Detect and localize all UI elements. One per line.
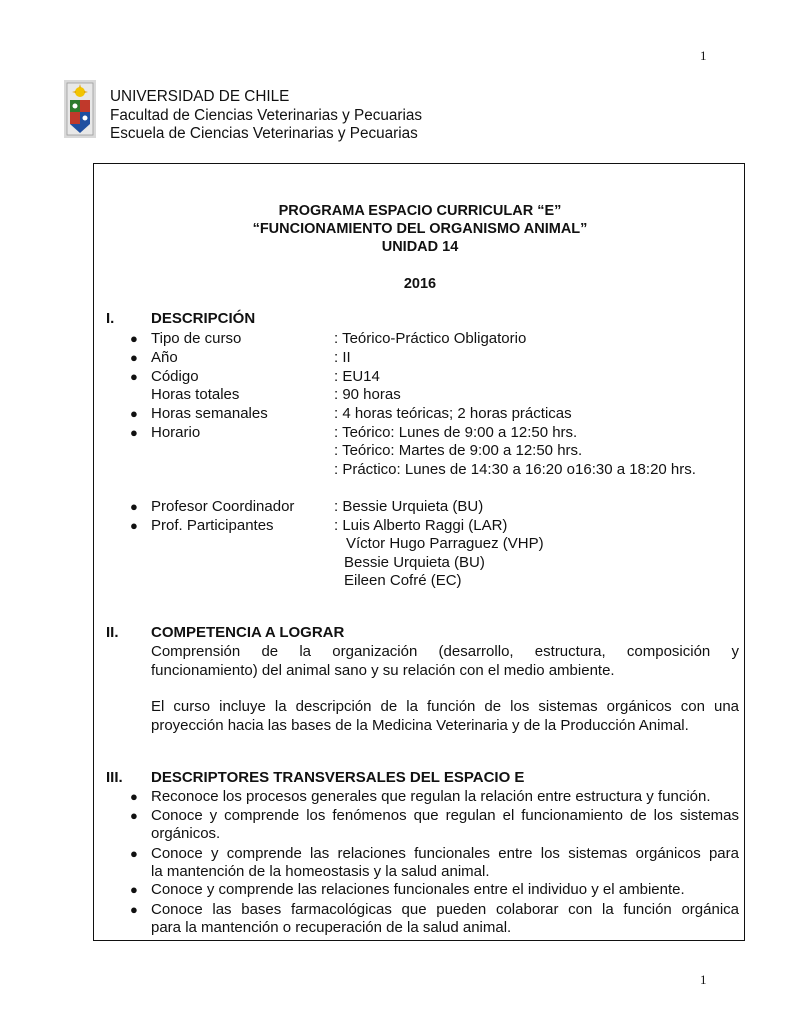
info-row: ● Año : II (130, 349, 351, 366)
coordinator-row: ● Profesor Coordinador : Bessie Urquieta (BU) (130, 498, 484, 515)
descriptor-item: Conoce y comprende las relaciones funcionales entre los sistemas orgánicos para la mantención de la homeostasis y la salud animal. (151, 845, 739, 880)
info-row: ● Código : EU14 (130, 368, 380, 385)
title-line-1: PROGRAMA ESPACIO CURRICULAR “E” (278, 203, 562, 219)
info-row: : Práctico: Lunes de 14:30 a 16:20 o16:30 a 18:20 hrs. (334, 461, 696, 478)
university-name: UNIVERSIDAD DE CHILE (110, 88, 290, 105)
bullet-icon: ● (130, 406, 138, 421)
bullet-icon: ● (130, 350, 138, 365)
bullet-icon: ● (130, 499, 138, 514)
program-title (94, 202, 746, 256)
participant-row: Víctor Hugo Parraguez (VHP) (346, 535, 544, 552)
page-number-top: 1 (700, 48, 707, 63)
descriptor-item: Reconoce los procesos generales que regulan la relación entre estructura y función. (151, 788, 711, 805)
descriptor-item: Conoce y comprende los fenómenos que regulan el funcionamiento de los sistemas orgánicos. (151, 807, 739, 842)
section-1-title: DESCRIPCIÓN (151, 310, 256, 327)
info-row: ● Horario : Teórico: Lunes de 9:00 a 12:50 hrs. (130, 424, 578, 441)
section-1-number: I. (106, 310, 115, 327)
program-box (93, 163, 745, 941)
document-header (64, 80, 564, 140)
section-3-number: III. (106, 769, 123, 786)
bullet-icon: ● (130, 808, 138, 823)
competence-paragraph: Comprensión de la organización (desarrollo, estructura, composición y funcionamiento) del animal sano y su relación con el medio ambiente. (151, 643, 739, 679)
school-name: Escuela de Ciencias Veterinarias y Pecuarias (110, 125, 418, 142)
info-row: : Teórico: Martes de 9:00 a 12:50 hrs. (334, 442, 583, 459)
page-number-bottom: 1 (700, 972, 707, 987)
info-row: Horas totales : 90 horas (151, 386, 401, 403)
participants-row: ● Prof. Participantes : Luis Alberto Raggi (LAR) (130, 517, 508, 534)
faculty-name: Facultad de Ciencias Veterinarias y Pecuarias (110, 106, 423, 124)
section-3-title: DESCRIPTORES TRANSVERSALES DEL ESPACIO E (151, 769, 525, 786)
program-year: 2016 (403, 276, 437, 292)
bullet-icon: ● (130, 369, 138, 384)
bullet-icon: ● (130, 789, 138, 804)
info-row: ● Horas semanales : 4 horas teóricas; 2 horas prácticas (130, 405, 572, 422)
bullet-icon: ● (130, 902, 138, 917)
descriptor-item: Conoce y comprende las relaciones funcionales entre el individuo y el ambiente. (151, 881, 685, 898)
bullet-icon: ● (130, 425, 138, 440)
university-seal-logo (64, 80, 96, 138)
participant-row: Eileen Cofré (EC) (344, 572, 462, 589)
course-paragraph: El curso incluye la descripción de la función de los sistemas orgánicos con una proyección hacia las bases de la Medicina Veterinaria y de la Producción Animal. (151, 698, 739, 734)
section-2-number: II. (106, 624, 119, 641)
title-line-2: “FUNCIONAMIENTO DEL ORGANISMO ANIMAL” (252, 221, 588, 237)
bullet-icon: ● (130, 846, 138, 861)
bullet-icon: ● (130, 882, 138, 897)
participant-row: Bessie Urquieta (BU) (344, 554, 485, 571)
bullet-icon: ● (130, 331, 138, 346)
info-row: ● Tipo de curso : Teórico-Práctico Obligatorio (130, 330, 527, 347)
bullet-icon: ● (130, 518, 138, 533)
section-2-title: COMPETENCIA A LOGRAR (151, 624, 345, 641)
descriptor-item: Conoce las bases farmacológicas que pueden colaborar con la función orgánica para la mantención o recuperación de la salud animal. (151, 901, 739, 936)
title-line-3: UNIDAD 14 (381, 239, 459, 255)
